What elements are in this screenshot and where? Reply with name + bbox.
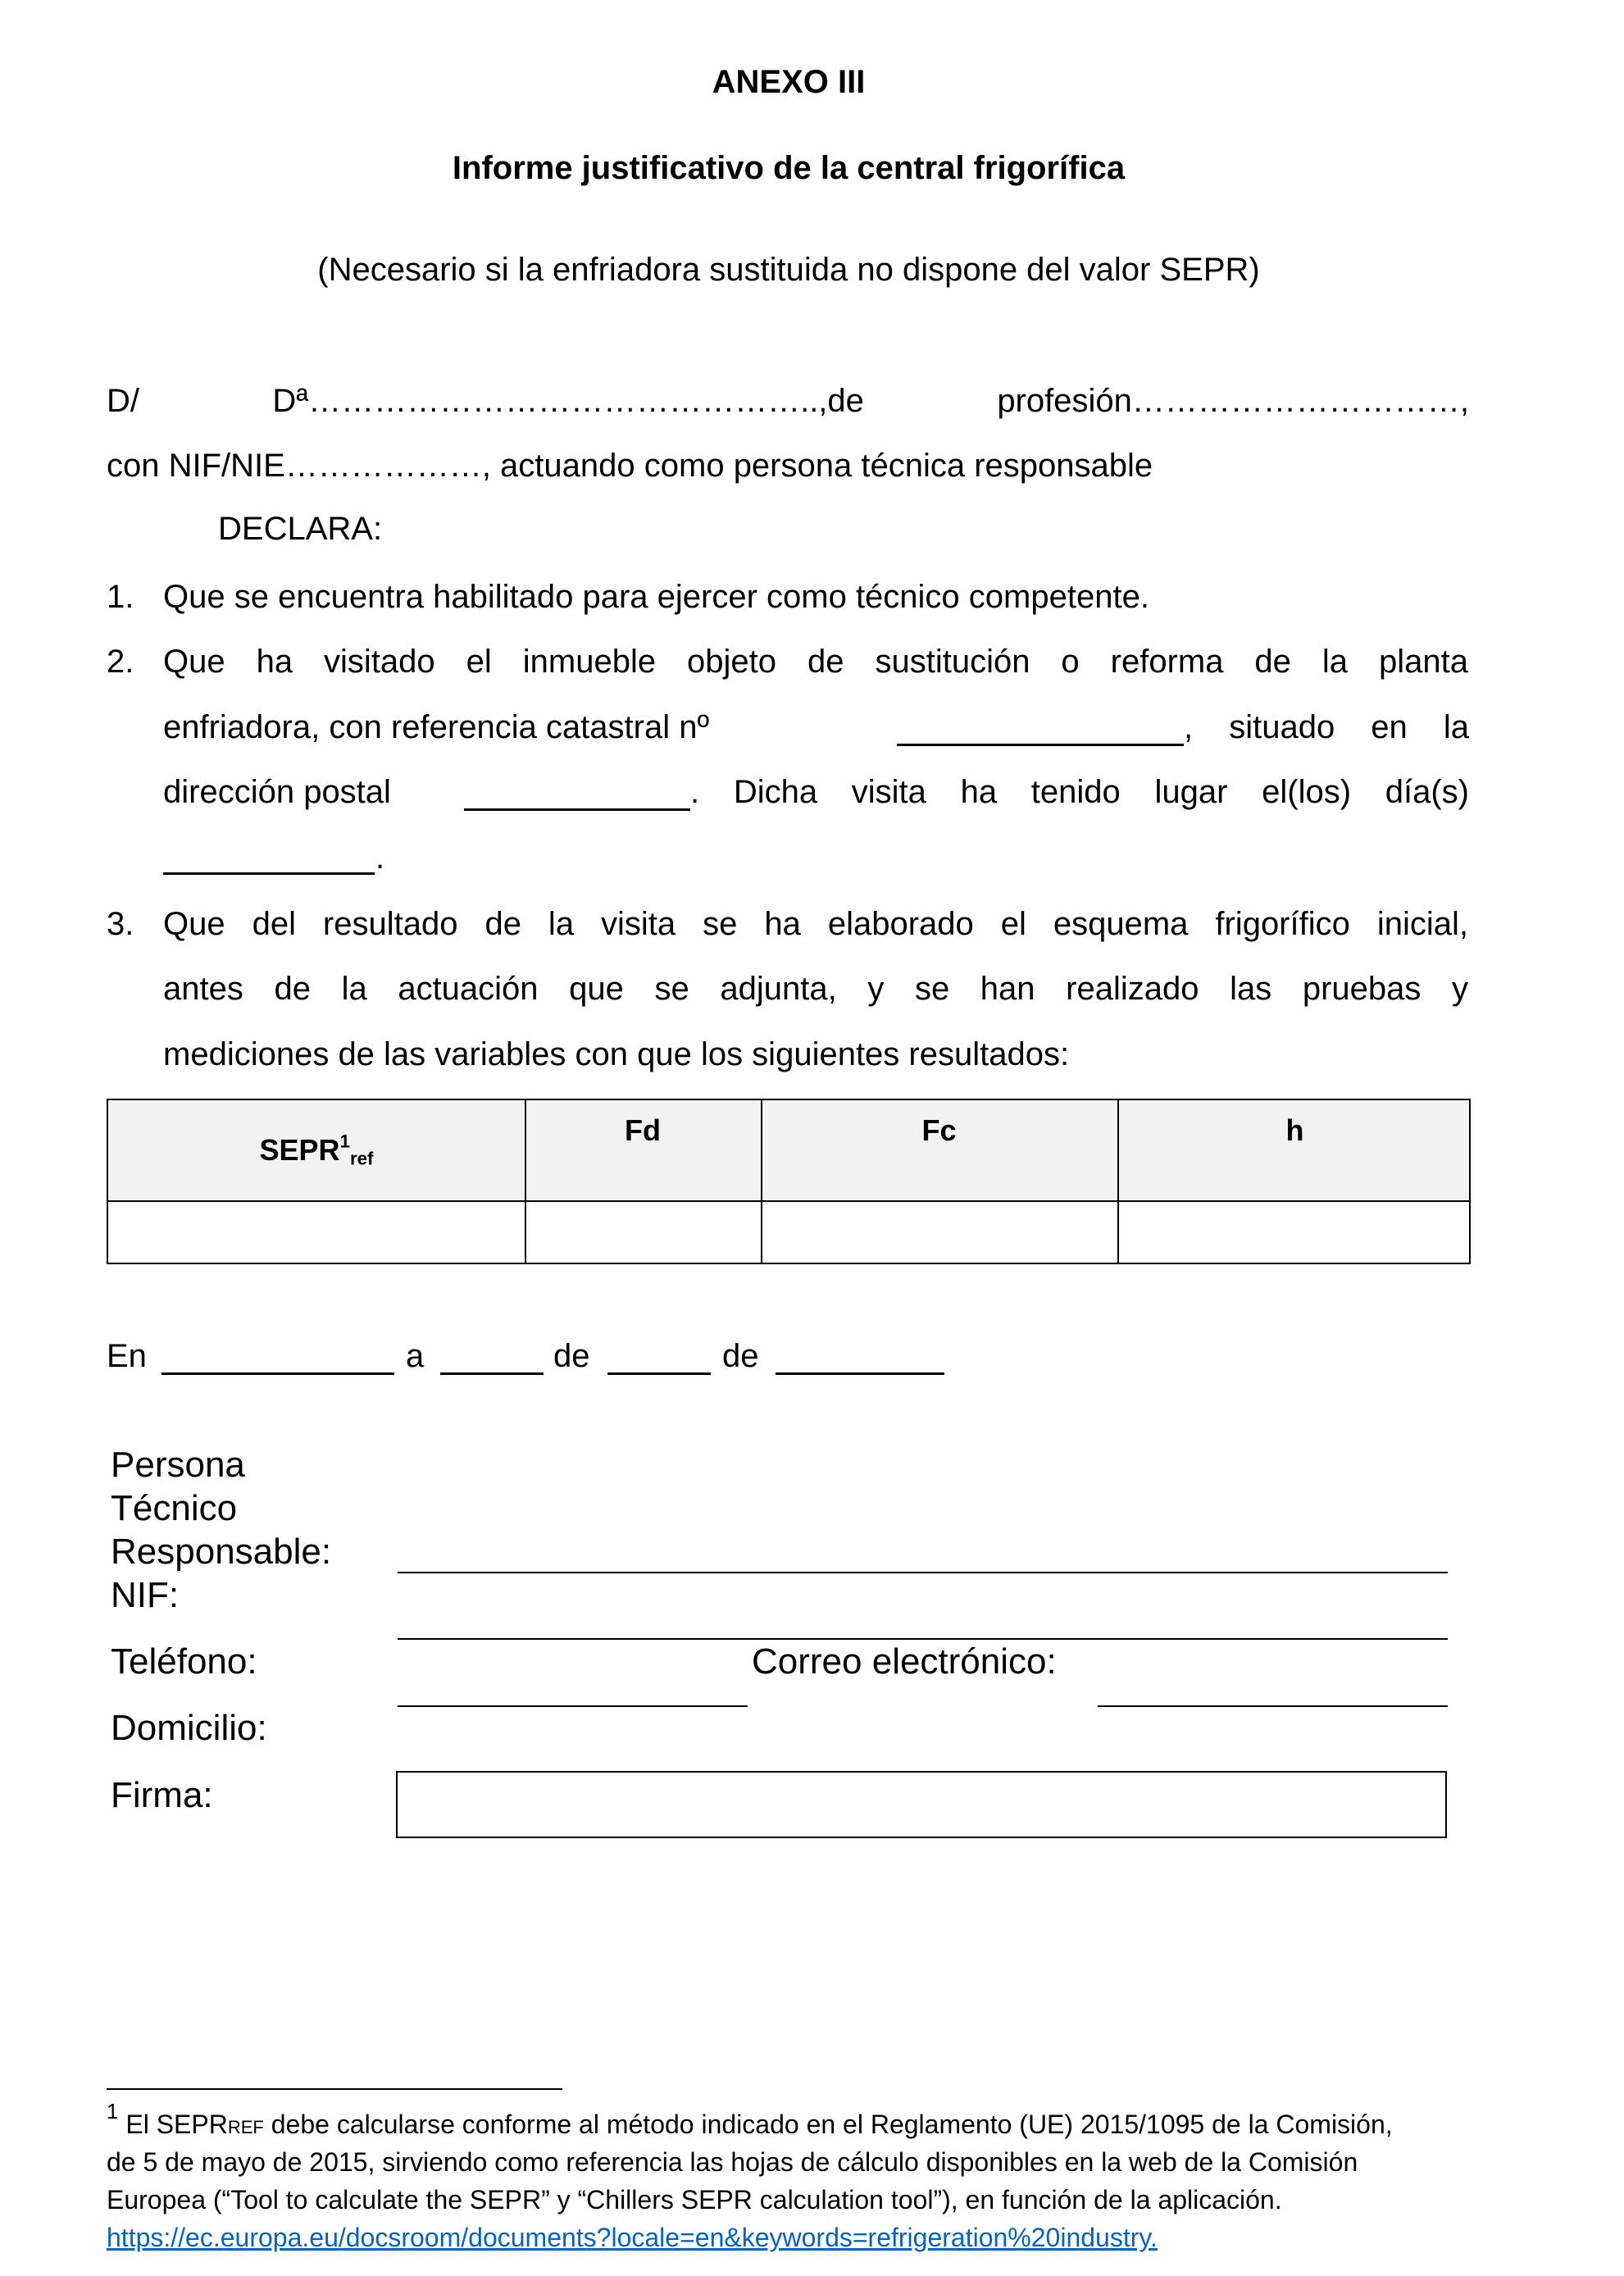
item-1-text: Que se encuentra habilitado para ejercer como técnico competente. bbox=[163, 579, 1149, 615]
intro-line-2: con NIF/NIE………………, actuando como persona técnica responsable bbox=[107, 448, 1153, 484]
table-header-sepr: $SEPR^1_{ref}$ bbox=[259, 1131, 374, 1169]
domicilio-label: Domicilio: bbox=[111, 1708, 267, 1748]
catastral-reference-blank[interactable] bbox=[897, 716, 1184, 746]
postal-address-blank[interactable] bbox=[464, 781, 690, 811]
item-number: 1. bbox=[107, 579, 134, 615]
date-de-label-1: de bbox=[553, 1338, 590, 1374]
item-2-line-1: Que ha visitado el inmueble objeto de sustitución o reforma de la planta bbox=[163, 644, 1468, 680]
telefono-label: Teléfono: bbox=[111, 1641, 257, 1682]
footnote-line-1: $^1$ El SEPRREF debe calcularse conforme al método indicado en el Reglamento (UE) 2015/1095 de la Comisión, bbox=[107, 2098, 1393, 2139]
item-number: 2. bbox=[107, 644, 134, 680]
annex-title: ANEXO III bbox=[712, 64, 866, 100]
telefono-input-line[interactable] bbox=[398, 1705, 748, 1707]
sepr-value-cell[interactable] bbox=[108, 1202, 525, 1264]
h-value-cell[interactable] bbox=[1117, 1202, 1472, 1264]
visit-date-blank[interactable] bbox=[163, 844, 375, 875]
year-blank[interactable] bbox=[776, 1345, 944, 1375]
fd-value-cell[interactable] bbox=[525, 1202, 761, 1264]
day-blank[interactable] bbox=[440, 1345, 544, 1375]
table-header-h: h bbox=[1285, 1113, 1304, 1147]
signature-box[interactable] bbox=[396, 1771, 1447, 1838]
correo-input-line[interactable] bbox=[1098, 1705, 1448, 1707]
footnote-line-2: de 5 de mayo de 2015, sirviendo como referencia las hojas de cálculo disponibles en la web de la Comisión bbox=[107, 2147, 1358, 2177]
item-3-line-3: mediciones de las variables con que los siguientes resultados: bbox=[163, 1036, 1070, 1072]
month-blank[interactable] bbox=[607, 1345, 711, 1375]
intro-d: D/ bbox=[107, 383, 139, 419]
correo-label: Correo electrónico: bbox=[752, 1641, 1057, 1682]
intro-profession-field: profesión…………………………, bbox=[997, 383, 1469, 419]
item-2-line-3b: . Dicha visita ha tenido lugar el(los) día(s) bbox=[690, 774, 1469, 810]
item-2-line-2b: , situado en la bbox=[1184, 709, 1469, 745]
persona-label: Persona bbox=[111, 1445, 245, 1485]
item-2-line-3a: dirección postal bbox=[163, 774, 391, 810]
table-header-fc: Fc bbox=[921, 1113, 957, 1147]
fc-value-cell[interactable] bbox=[761, 1202, 1117, 1264]
footnote-separator bbox=[107, 2088, 562, 2090]
footnote-link[interactable]: https://ec.europa.eu/docsroom/documents?locale=en&keywords=refrigeration%20industry. bbox=[107, 2223, 1158, 2252]
item-3-line-1: Que del resultado de la visita se ha elaborado el esquema frigorífico inicial, bbox=[163, 906, 1468, 942]
document-subtitle: (Necesario si la enfriadora sustituida no dispone del valor SEPR) bbox=[317, 252, 1260, 288]
responsable-label: Responsable: bbox=[111, 1532, 332, 1572]
item-2-line-2a: enfriadora, con referencia catastral nº bbox=[163, 709, 710, 745]
footnote-line-3: Europea (“Tool to calculate the SEPR” y “Chillers SEPR calculation tool”), en función de la aplicación. bbox=[107, 2185, 1282, 2215]
declara-heading: DECLARA: bbox=[218, 511, 383, 547]
nif-label: NIF: bbox=[111, 1575, 180, 1615]
intro-line-1 bbox=[107, 383, 1469, 420]
place-blank[interactable] bbox=[161, 1345, 394, 1375]
date-de-label-2: de bbox=[722, 1338, 759, 1374]
results-table bbox=[107, 1099, 1471, 1264]
document-title: Informe justificativo de la central frigorífica bbox=[452, 150, 1126, 186]
tecnico-label: Técnico bbox=[111, 1488, 238, 1528]
table-header-fd: Fd bbox=[625, 1113, 661, 1147]
firma-label: Firma: bbox=[111, 1775, 213, 1815]
intro-name-field: Dª………………………………………..,de bbox=[272, 383, 864, 419]
item-2-line-4: . bbox=[375, 840, 385, 876]
place-en-label: En bbox=[107, 1338, 147, 1374]
date-a-label: a bbox=[406, 1338, 425, 1374]
item-3-line-2: antes de la actuación que se adjunta, y se han realizado las pruebas y bbox=[163, 971, 1468, 1007]
responsable-input-line[interactable] bbox=[398, 1572, 1448, 1573]
item-number: 3. bbox=[107, 906, 134, 942]
